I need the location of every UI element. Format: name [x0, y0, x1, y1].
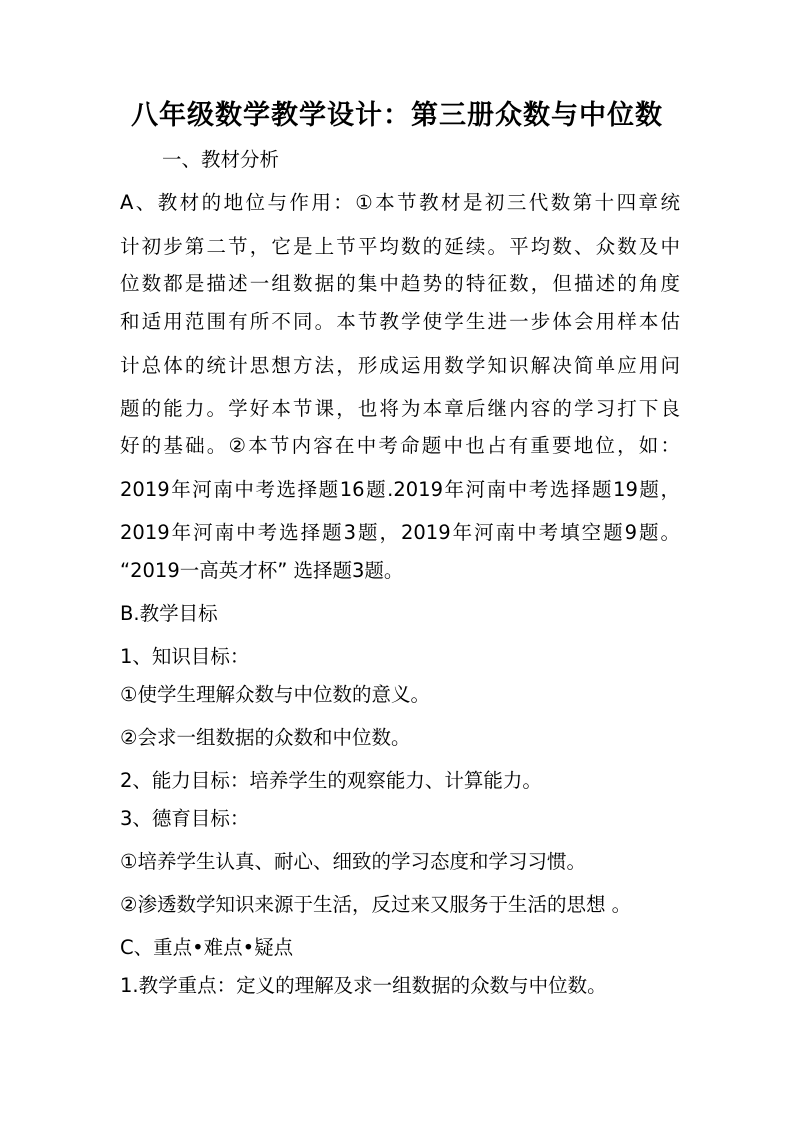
paragraph-line: 题的能力。学好本节课，也将为本章后继内容的学习打下良 [120, 397, 680, 420]
paragraph-line: 和适用范围有所不同。本节教学使学生进一步体会用样本估 [120, 310, 680, 333]
list-item: ②会求一组数据的众数和中位数。 [120, 726, 411, 749]
paragraph-line: 2019年河南中考选择题3题，2019年河南中考填空题9题。 [120, 521, 680, 544]
paragraph-line: 2019年河南中考选择题16题.2019年河南中考选择题19题， [120, 478, 680, 501]
section-heading-textbook-analysis: 一、教材分析 [162, 148, 280, 171]
paragraph-line: “2019一高英才杯” 选择题3题。 [120, 559, 404, 582]
subheading-moral-goal: 3、德育目标： [120, 807, 250, 830]
subheading-knowledge-goal: 1、知识目标： [120, 645, 250, 668]
section-heading-teaching-goals: B.教学目标 [120, 602, 218, 625]
paragraph-line: 位数都是描述一组数据的集中趋势的特征数，但描述的角度 [120, 272, 680, 295]
paragraph-line: 计总体的统计思想方法，形成运用数学知识解决简单应用问 [120, 354, 680, 377]
list-item: 1.教学重点：定义的理解及求一组数据的众数与中位数。 [120, 974, 607, 997]
section-heading-key-points: C、重点•难点•疑点 [120, 936, 294, 959]
paragraph-line: A、教材的地位与作用：①本节教材是初三代数第十四章统 [120, 191, 680, 214]
paragraph-line: 好的基础。②本节内容在中考命题中也占有重要地位，如： [120, 434, 680, 457]
list-item: ①培养学生认真、耐心、细致的学习态度和学习习惯。 [120, 850, 586, 873]
list-item: ②渗透数学知识来源于生活，反过来又服务于生活的思想 。 [120, 893, 632, 916]
list-item: ①使学生理解众数与中位数的意义。 [120, 683, 430, 706]
document-title: 八年级数学教学设计：第三册众数与中位数 [131, 100, 663, 131]
paragraph-line: 计初步第二节，它是上节平均数的延续。平均数、众数及中 [120, 235, 680, 258]
subheading-ability-goal: 2、能力目标：培养学生的观察能力、计算能力。 [120, 769, 542, 792]
